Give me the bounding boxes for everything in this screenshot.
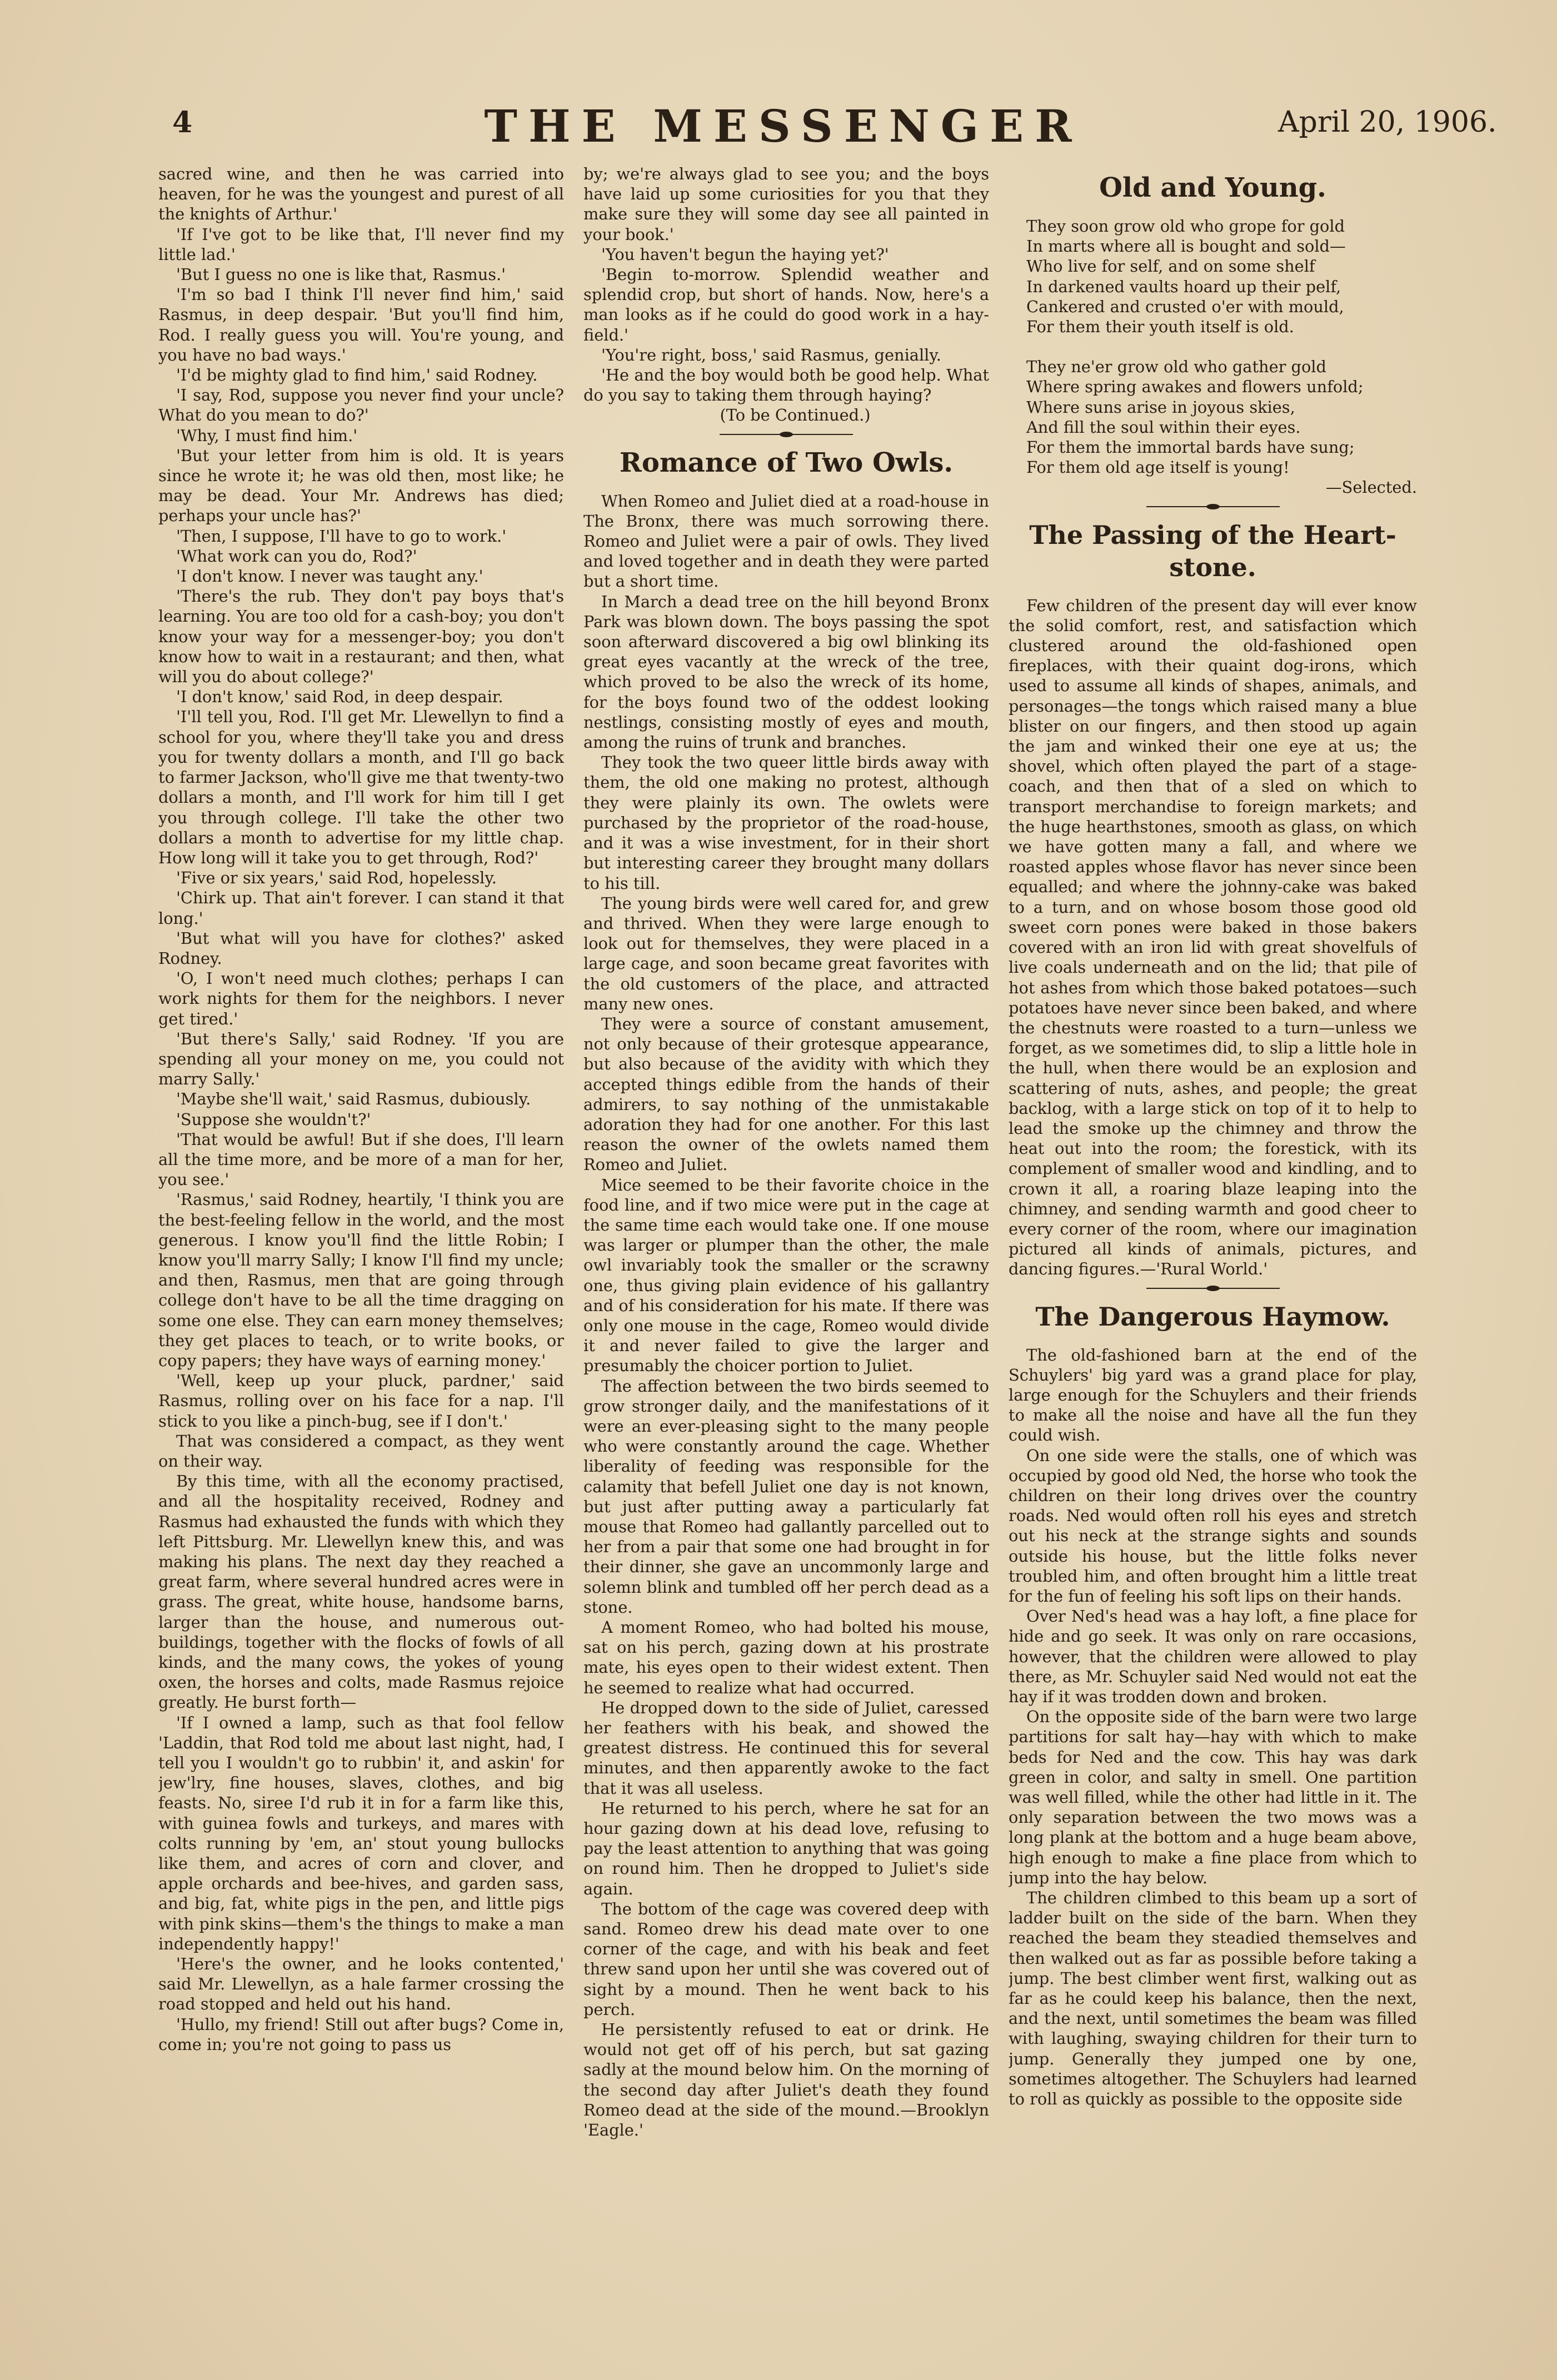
paragraph: 'Here's the owner, and he looks contented,' said Mr. Llewellyn, as a hale farmer crossing the road stopped and held out his hand.	[158, 1954, 564, 2014]
paragraph: Over Ned's head was a hay loft, a fine place for hide and go seek. It was only on rare occasions, however, that the children were allowed to play there, as Mr. Schuyler said Ned would not eat the hay if it was trodden down and broken.	[1009, 1607, 1417, 1706]
paragraph: 'If I've got to be like that, I'll never find my little lad.'	[158, 224, 564, 264]
serial-story-part2	[583, 164, 989, 405]
paragraph: On one side were the stalls, one of which was occupied by good old Ned, the horse who took the children on their long drives over the country roads. Ned would often roll his eyes and stretch out his neck at the strange sights and sounds outside his house, but the little folks never troubled him, and often brought him a little treat for the fun of feeling his soft lips on their hands.	[1009, 1446, 1417, 1606]
paragraph: 'But there's Sally,' said Rodney. 'If you are spending all your money on me, you could not marry Sally.'	[158, 1029, 564, 1089]
owls-article-body	[583, 491, 989, 2141]
section-divider	[1146, 502, 1280, 511]
paragraph: 'O, I won't need much clothes; perhaps I can work nights for them for the neighbors. I never get tired.'	[158, 969, 564, 1028]
paragraph: They took the two queer little birds away with them, the old one making no protest, although they were plainly its own. The owlets were purchased by the proprietor of the road-house, and it was a wise investment, for in their short but interesting career they brought many dollars to his till.	[583, 753, 989, 893]
paragraph: They were a source of constant amusement, not only because of their grotesque appearance, but also because of the avidity with which they accepted things edible from the hands of their admirers, to say nothing of the unmistakable adoration they had for one another. For this last reason the owner of the owlets named them Romeo and Juliet.	[583, 1014, 989, 1174]
poem-line: For them the immortal bards have sung;	[1026, 438, 1355, 457]
paragraph: 'I don't know. I never was taught any.'	[176, 567, 483, 586]
hearthstone-article-body	[1009, 596, 1417, 1279]
poem-line: In darkened vaults hoard up their pelf,	[1026, 277, 1341, 296]
paragraph: Mice seemed to be their favorite choice in the food line, and if two mice were put in the cage at the same time each would take one. If one mouse was larger or plumper than the other, the male owl invariably took the smaller or the scrawny one, thus giving plain evidence of his gallantry and of his consideration for his mate. If there was only one mouse in the cage, Romeo would divide it and never failed to give the larger and presumably the choicer portion to Juliet.	[583, 1175, 989, 1376]
paragraph: 'I'd be mighty glad to find him,' said Rodney.	[176, 366, 538, 385]
paragraph: 'But I guess no one is like that, Rasmus.'	[176, 265, 506, 284]
paragraph: 'Suppose she wouldn't?'	[176, 1109, 371, 1129]
page-header	[0, 100, 1557, 152]
paragraph: The children climbed to this beam up a sort of ladder built on the side of the barn. When they reached the beam they steadied themselves and then walked out as far as possible before taking a jump. The best climber went first, walking out as far as he could keep his balance, then the next, and the next, until sometimes the beam was filled with laughing, swaying children for their turn to jump. Generally they jumped one by one, sometimes altogether. The Schuylers had learned to roll as quickly as possible to the opposite side	[1009, 1888, 1417, 2109]
page-number: 4	[172, 106, 193, 139]
serial-story-part1	[158, 164, 564, 2054]
paragraph: That was considered a compact, as they went on their way.	[158, 1431, 564, 1471]
poem-line: Cankered and crusted o'er with mould,	[1026, 297, 1344, 316]
poem-credit: —Selected.	[1325, 478, 1417, 497]
paragraph: 'But your letter from him is old. It is years since he wrote it; he was old then, most like; he may be dead. Your Mr. Andrews has died; perhaps your uncle has?'	[158, 446, 564, 526]
poem-line: They ne'er grow old who gather gold	[1026, 357, 1326, 377]
paragraph: 'He and the boy would both be good help. What do you say to taking them through haying?	[583, 366, 989, 405]
paragraph: 'If I owned a lamp, such as that fool fellow 'Laddin, that Rod told me about last night, had, I tell you I wouldn't go to rubbin' it, and askin' for jew'lry, fine houses, slaves, clothes, and big feasts. No, siree I'd rub it in for a farm like this, with guinea fowls and turkeys, and mares with colts running by 'em, an' stout young bullocks like them, and acres of corn and clover, and apple orchards and bee-hives, and garden sass, and big, fat, white pigs in the pen, and little pigs with pink skins—them's the things to make a man independently happy!'	[158, 1713, 564, 1953]
poem-stanza-1	[1009, 216, 1417, 337]
paragraph: 'Why, I must find him.'	[176, 426, 358, 445]
paragraph: Few children of the present day will ever know the solid comfort, rest, and satisfaction which clustered around the old-fashioned open fireplaces, with their quaint dog-irons, which used to assume all kinds of shapes, animals, and personages—the tongs which raised many a blue blister on our fingers, and then stood up again the jam and winked their one eye at us; the shovel, which often played the part of a stage-coach, and then that of a sled on which to transport merchandise to foreign markets; and the huge hearthstones, smooth as glass, on which we have gotten many a fall, and where we roasted apples whose flavor has never since been equalled; and where the johnny-cake was baked to a turn, and on whose bosom those good old sweet corn pones were baked in those bakers covered with an iron lid with great shovelfuls of live coals underneath and on the lid; that pile of hot ashes from which those baked potatoes—such potatoes have never since been baked, and where the chestnuts were roasted to a turn—unless we forget, as we sometimes did, to slip a little hole in the hull, when there would be an explosion and scattering of nuts, ashes, and people; the great backlog, with a large stick on top of it to help to lead the smoke up the chimney and throw the heat out into the room; the forestick, with its complement of smaller wood and kindling, and to crown it all, a roaring blaze leaping into the chimney, and sending warmth and good cheer to every corner of the room, where our imagination pictured all kinds of animals, pictures, and dancing figures.—'Rural World.'	[1009, 596, 1417, 1279]
paragraph: The young birds were well cared for, and grew and thrived. When they were large enough to look out for themselves, they were placed in a large cage, and soon became great favorites with the old customers of the place, and attracted many new ones.	[583, 893, 989, 1013]
poem-line: They soon grow old who grope for gold	[1026, 217, 1345, 236]
paragraph: 'Begin to-morrow. Splendid weather and splendid crop, but short of hands. Now, here's a man looks as if he could do good work in a hay-field.'	[583, 265, 989, 344]
poem-line: And fill the soul within their eyes.	[1026, 417, 1301, 437]
poem-stanza-2	[1009, 357, 1417, 477]
paragraph: 'There's the rub. They don't pay boys that's learning. You are too old for a cash-boy; you don't know your way for a messenger-boy; you don't know how to wait in a restaurant; and then, what will you do about college?'	[158, 587, 564, 687]
paragraph: In March a dead tree on the hill beyond Bronx Park was blown down. The boys passing the spot soon afterward discovered a big owl blinking its great eyes vacantly at the wreck of the tree, which proved to be also the wreck of its home, for the boys found two of the oddest looking nestlings, consisting mostly of eyes and mouth, among the ruins of trunk and branches.	[583, 592, 989, 752]
poem-line: For them old age itself is young!	[1026, 458, 1290, 477]
paragraph: A moment Romeo, who had bolted his mouse, sat on his perch, gazing down at his prostrate mate, his eyes open to their widest extent. Then he seemed to realize what had occurred.	[583, 1618, 989, 1697]
paragraph: 'You haven't begun the haying yet?'	[601, 244, 889, 264]
poem-title: Old and Young.	[1099, 172, 1326, 203]
poem-line: In marts where all is bought and sold—	[1026, 237, 1346, 256]
paragraph: 'I'll tell you, Rod. I'll get Mr. Llewellyn to find a school for you, where they'll take you and dress you for twenty dollars a month, and I'll go back to farmer Jackson, who'll give me that twenty-two dollars a month, and I'll work for him till I get you through college. I'll take the other two dollars a month to advertise for my little chap. How long will it take you to get through, Rod?'	[158, 707, 564, 867]
paragraph: He persistently refused to eat or drink. He would not get off of his perch, but sat gazing sadly at the mound below him. On the morning of the second day after Juliet's death they found Romeo dead at the side of the mound.—Brooklyn 'Eagle.'	[583, 2020, 989, 2140]
paragraph: He dropped down to the side of Juliet, caressed her feathers with his beak, and showed the greatest distress. He continued this for several minutes, and then apparently awoke to the fact that it was all useless.	[583, 1698, 989, 1798]
column-3	[1009, 164, 1417, 2219]
paragraph: When Romeo and Juliet died at a road-house in The Bronx, there was much sorrowing there. Romeo and Juliet were a pair of owls. They lived and loved together and in death they were parted but a short time.	[583, 491, 989, 591]
paragraph: 'That would be awful! But if she does, I'll learn all the time more, and be more of a man for her, you see.'	[158, 1129, 564, 1189]
paragraph: 'I say, Rod, suppose you never find your uncle? What do you mean to do?'	[158, 386, 564, 425]
paragraph: 'Maybe she'll wait,' said Rasmus, dubiously.	[176, 1089, 531, 1109]
paragraph: 'I'm so bad I think I'll never find him,' said Rasmus, in deep despair. 'But you'll find him, Rod. I really guess you will. You're young, and you have no bad ways.'	[158, 285, 564, 364]
owls-article-title: Romance of Two Owls.	[619, 447, 954, 478]
section-divider	[1146, 1284, 1280, 1293]
column-1	[158, 164, 564, 2219]
paragraph: 'Hullo, my friend! Still out after bugs? Come in, come in; you're not going to pass us	[158, 2014, 564, 2054]
paragraph: The old-fashioned barn at the end of the Schuylers' big yard was a grand place for play, large enough for the Schuylers and their friends to make all the noise and have all the fun they could wish.	[1009, 1345, 1417, 1445]
poem-line: Where suns arise in joyous skies,	[1026, 397, 1295, 417]
paragraph: 'You're right, boss,' said Rasmus, genially.	[601, 345, 941, 364]
paragraph: 'Then, I suppose, I'll have to go to work.'	[176, 526, 507, 546]
paragraph: He returned to his perch, where he sat for an hour gazing down at his dead love, refusing to pay the least attention to anything that was going on round him. Then he dropped to Juliet's side again.	[583, 1798, 989, 1898]
paragraph: 'Chirk up. That ain't forever. I can stand it that long.'	[158, 888, 564, 928]
paragraph: 'I don't know,' said Rod, in deep despair.	[176, 687, 503, 707]
paragraph: 'But what will you have for clothes?' asked Rodney.	[158, 928, 564, 968]
paragraph: On the opposite side of the barn were two large partitions for salt hay—hay with which to make beds for Ned and the cow. This hay was dark green in color, and salty in smell. One partition was well filled, while the other had little in it. The only separation between the two mows was a long plank at the bottom and a huge beam above, high enough to make a fine place from which to jump into the hay below.	[1009, 1707, 1417, 1887]
paragraph: By this time, with all the economy practised, and all the hospitality received, Rodney and Rasmus had exhausted the funds with which they left Pittsburg. Mr. Llewellyn knew this, and was making his plans. The next day they reached a great farm, where several hundred acres were in grass. The great, white house, handsome barns, larger than the house, and numerous out-buildings, together with the flocks of fowls of all kinds, and the many cows, the yokes of young oxen, the horses and colts, made Rasmus rejoice greatly. He burst forth—	[158, 1472, 564, 1712]
poem-line: Where spring awakes and flowers unfold;	[1026, 377, 1364, 397]
paragraph: 'What work can you do, Rod?'	[176, 546, 417, 566]
issue-date: April 20, 1906.	[1278, 106, 1497, 139]
haymow-article-body	[1009, 1345, 1417, 2109]
paragraph: 'Five or six years,' said Rod, hopelessly.	[176, 868, 497, 888]
section-divider	[720, 430, 853, 439]
column-2	[583, 164, 989, 2219]
paragraph: by; we're always glad to see you; and the boys have laid up some curiosities for you that they make sure they will some day see all painted in your book.'	[583, 164, 989, 244]
masthead: THE MESSENGER	[484, 100, 1083, 152]
poem-line: For them their youth itself is old.	[1026, 317, 1294, 337]
continued-notice: (To be Continued.)	[720, 406, 871, 425]
paragraph: 'Rasmus,' said Rodney, heartily, 'I think you are the best-feeling fellow in the world, and the most generous. I know you'll find the little Robin; I know you'll marry Sally; I know I'll find my uncle; and then, Rasmus, men that are going through college don't have to be all the time dragging on some one else. They can earn money themselves; they get places to teach, or to write books, or copy papers; they have ways of earning money.'	[158, 1190, 564, 1370]
poem-line: Who live for self, and on some shelf	[1026, 257, 1315, 276]
paragraph: The affection between the two birds seemed to grow stronger daily, and the manifestations of it were an ever-pleasing sight to the many people who were constantly around the cage. Whether liberality of feeding was responsible for the calamity that befell Juliet one day is not known, but just after putting away a particularly fat mouse that Romeo had gallantly parcelled out to her from a pair that some one had brought in for their dinner, she gave an uncommonly large and solemn blink and tumbled off her perch dead as a stone.	[583, 1376, 989, 1617]
paragraph: 'Well, keep up your pluck, pardner,' said Rasmus, rolling over on his face for a nap. I'll stick to you like a pinch-bug, see if I don't.'	[158, 1371, 564, 1431]
paragraph: The bottom of the cage was covered deep with sand. Romeo drew his dead mate over to one corner of the cage, and with his beak and feet threw sand upon her until she was covered out of sight by a mound. Then he went back to his perch.	[583, 1899, 989, 2019]
paragraph: sacred wine, and then he was carried into heaven, for he was the youngest and purest of all the knights of Arthur.'	[158, 164, 564, 224]
hearthstone-article-title: The Passing of the Heart-stone.	[1029, 519, 1396, 582]
haymow-article-title: The Dangerous Haymow.	[1035, 1301, 1390, 1332]
